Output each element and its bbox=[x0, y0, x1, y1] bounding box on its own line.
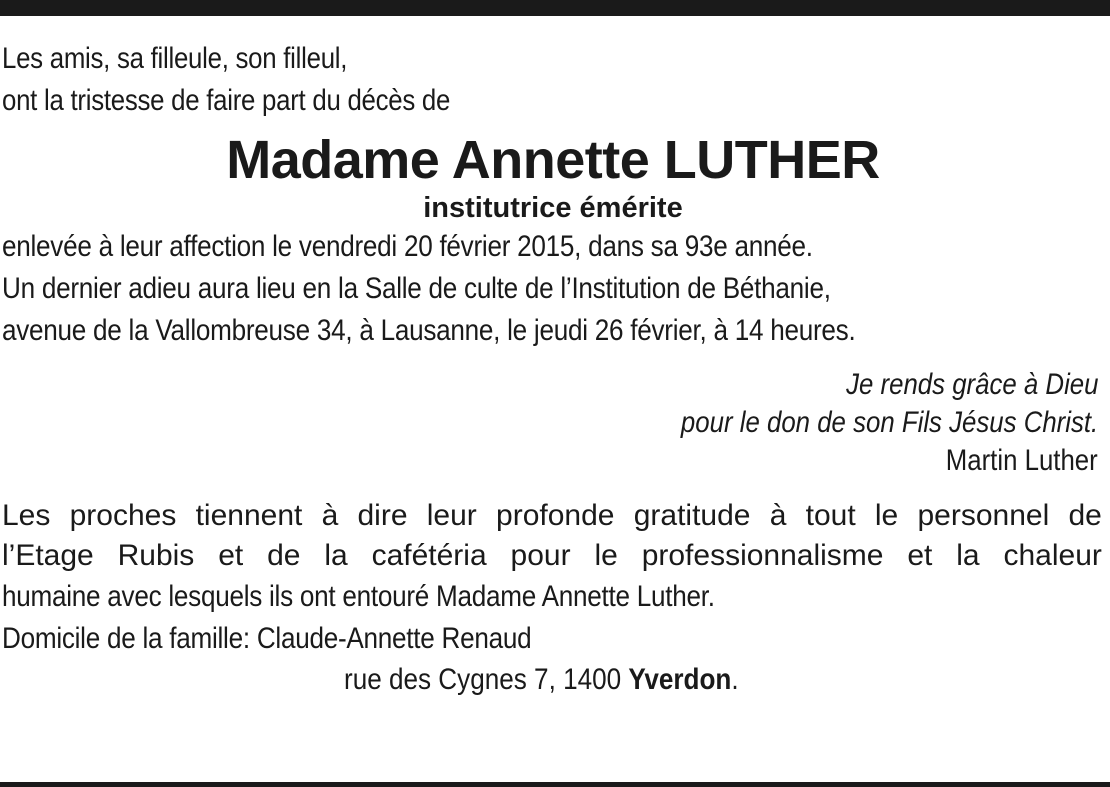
thanks-line-2-word: l’Etage bbox=[2, 539, 94, 572]
thanks-line-2-word: la bbox=[956, 539, 980, 572]
intro-line-1: Les amis, sa filleule, son filleul, bbox=[2, 42, 348, 75]
thanks-line-1-word: personnel bbox=[917, 499, 1050, 532]
thanks-line-1-word: tout bbox=[805, 499, 856, 532]
thanks-line-1-word: proches bbox=[69, 499, 177, 532]
thanks-line-1-word: à bbox=[321, 499, 339, 532]
details-line-1: enlevée à leur affection le vendredi 20 février 2015, dans sa 93e année. bbox=[2, 230, 813, 263]
address-city: Yverdon bbox=[628, 663, 732, 696]
thanks-line-1 bbox=[2, 496, 1102, 536]
thanks-line-2-word: cafétéria bbox=[371, 539, 487, 572]
address-period: . bbox=[731, 663, 739, 696]
death-notice bbox=[0, 38, 1104, 700]
bottom-border-rule bbox=[0, 782, 1110, 787]
thanks-line-2-word: pour bbox=[510, 539, 571, 572]
family-address bbox=[2, 660, 1104, 700]
thanks-line-1-word: tiennent bbox=[195, 499, 303, 532]
thanks-line-1-word: leur bbox=[426, 499, 477, 532]
thanks-line-2-word: et bbox=[218, 539, 244, 572]
quote-line-1: Je rends grâce à Dieu bbox=[845, 368, 1098, 401]
thanks-line-2-word: Rubis bbox=[117, 539, 195, 572]
intro-paragraph bbox=[2, 38, 1104, 122]
top-border-rule bbox=[0, 0, 1110, 16]
thanks-line-1-word: le bbox=[874, 499, 899, 532]
thanks-line-1-word: de bbox=[1068, 499, 1102, 532]
thanks-line-2-word: de bbox=[267, 539, 301, 572]
thanks-line-2 bbox=[2, 536, 1102, 576]
details-paragraph bbox=[2, 226, 1104, 352]
details-line-3: avenue de la Vallombreuse 34, à Lausanne, le jeudi 26 février, à 14 heures. bbox=[2, 314, 856, 347]
thanks-line-1-word: Les bbox=[2, 499, 51, 532]
thanks-line-1-word: profonde bbox=[496, 499, 615, 532]
thanks-line-1-word: gratitude bbox=[633, 499, 751, 532]
address-street: rue des Cygnes 7, 1400 bbox=[344, 663, 629, 696]
quote-block bbox=[2, 366, 1104, 480]
deceased-name: Madame Annette LUTHER bbox=[226, 130, 880, 190]
thanks-line-2-word: et bbox=[907, 539, 933, 572]
thanks-line-2-word: la bbox=[324, 539, 348, 572]
thanks-paragraph bbox=[2, 496, 1104, 700]
details-line-2: Un dernier adieu aura lieu en la Salle de culte de l’Institution de Béthanie, bbox=[2, 272, 831, 305]
deceased-title: institutrice émérite bbox=[423, 192, 683, 224]
thanks-line-2-word: le bbox=[594, 539, 618, 572]
family-domicile: Domicile de la famille: Claude-Annette Renaud bbox=[2, 622, 532, 655]
thanks-line-2-word: chaleur bbox=[1003, 539, 1102, 572]
thanks-line-1-word: à bbox=[769, 499, 787, 532]
quote-author: Martin Luther bbox=[945, 444, 1098, 477]
quote-line-2: pour le don de son Fils Jésus Christ. bbox=[680, 406, 1098, 439]
thanks-line-3: humaine avec lesquels ils ont entouré Madame Annette Luther. bbox=[2, 580, 715, 613]
thanks-line-2-word: professionnalisme bbox=[641, 539, 884, 572]
intro-line-2: ont la tristesse de faire part du décès de bbox=[2, 84, 451, 117]
thanks-line-1-word: dire bbox=[357, 499, 408, 532]
